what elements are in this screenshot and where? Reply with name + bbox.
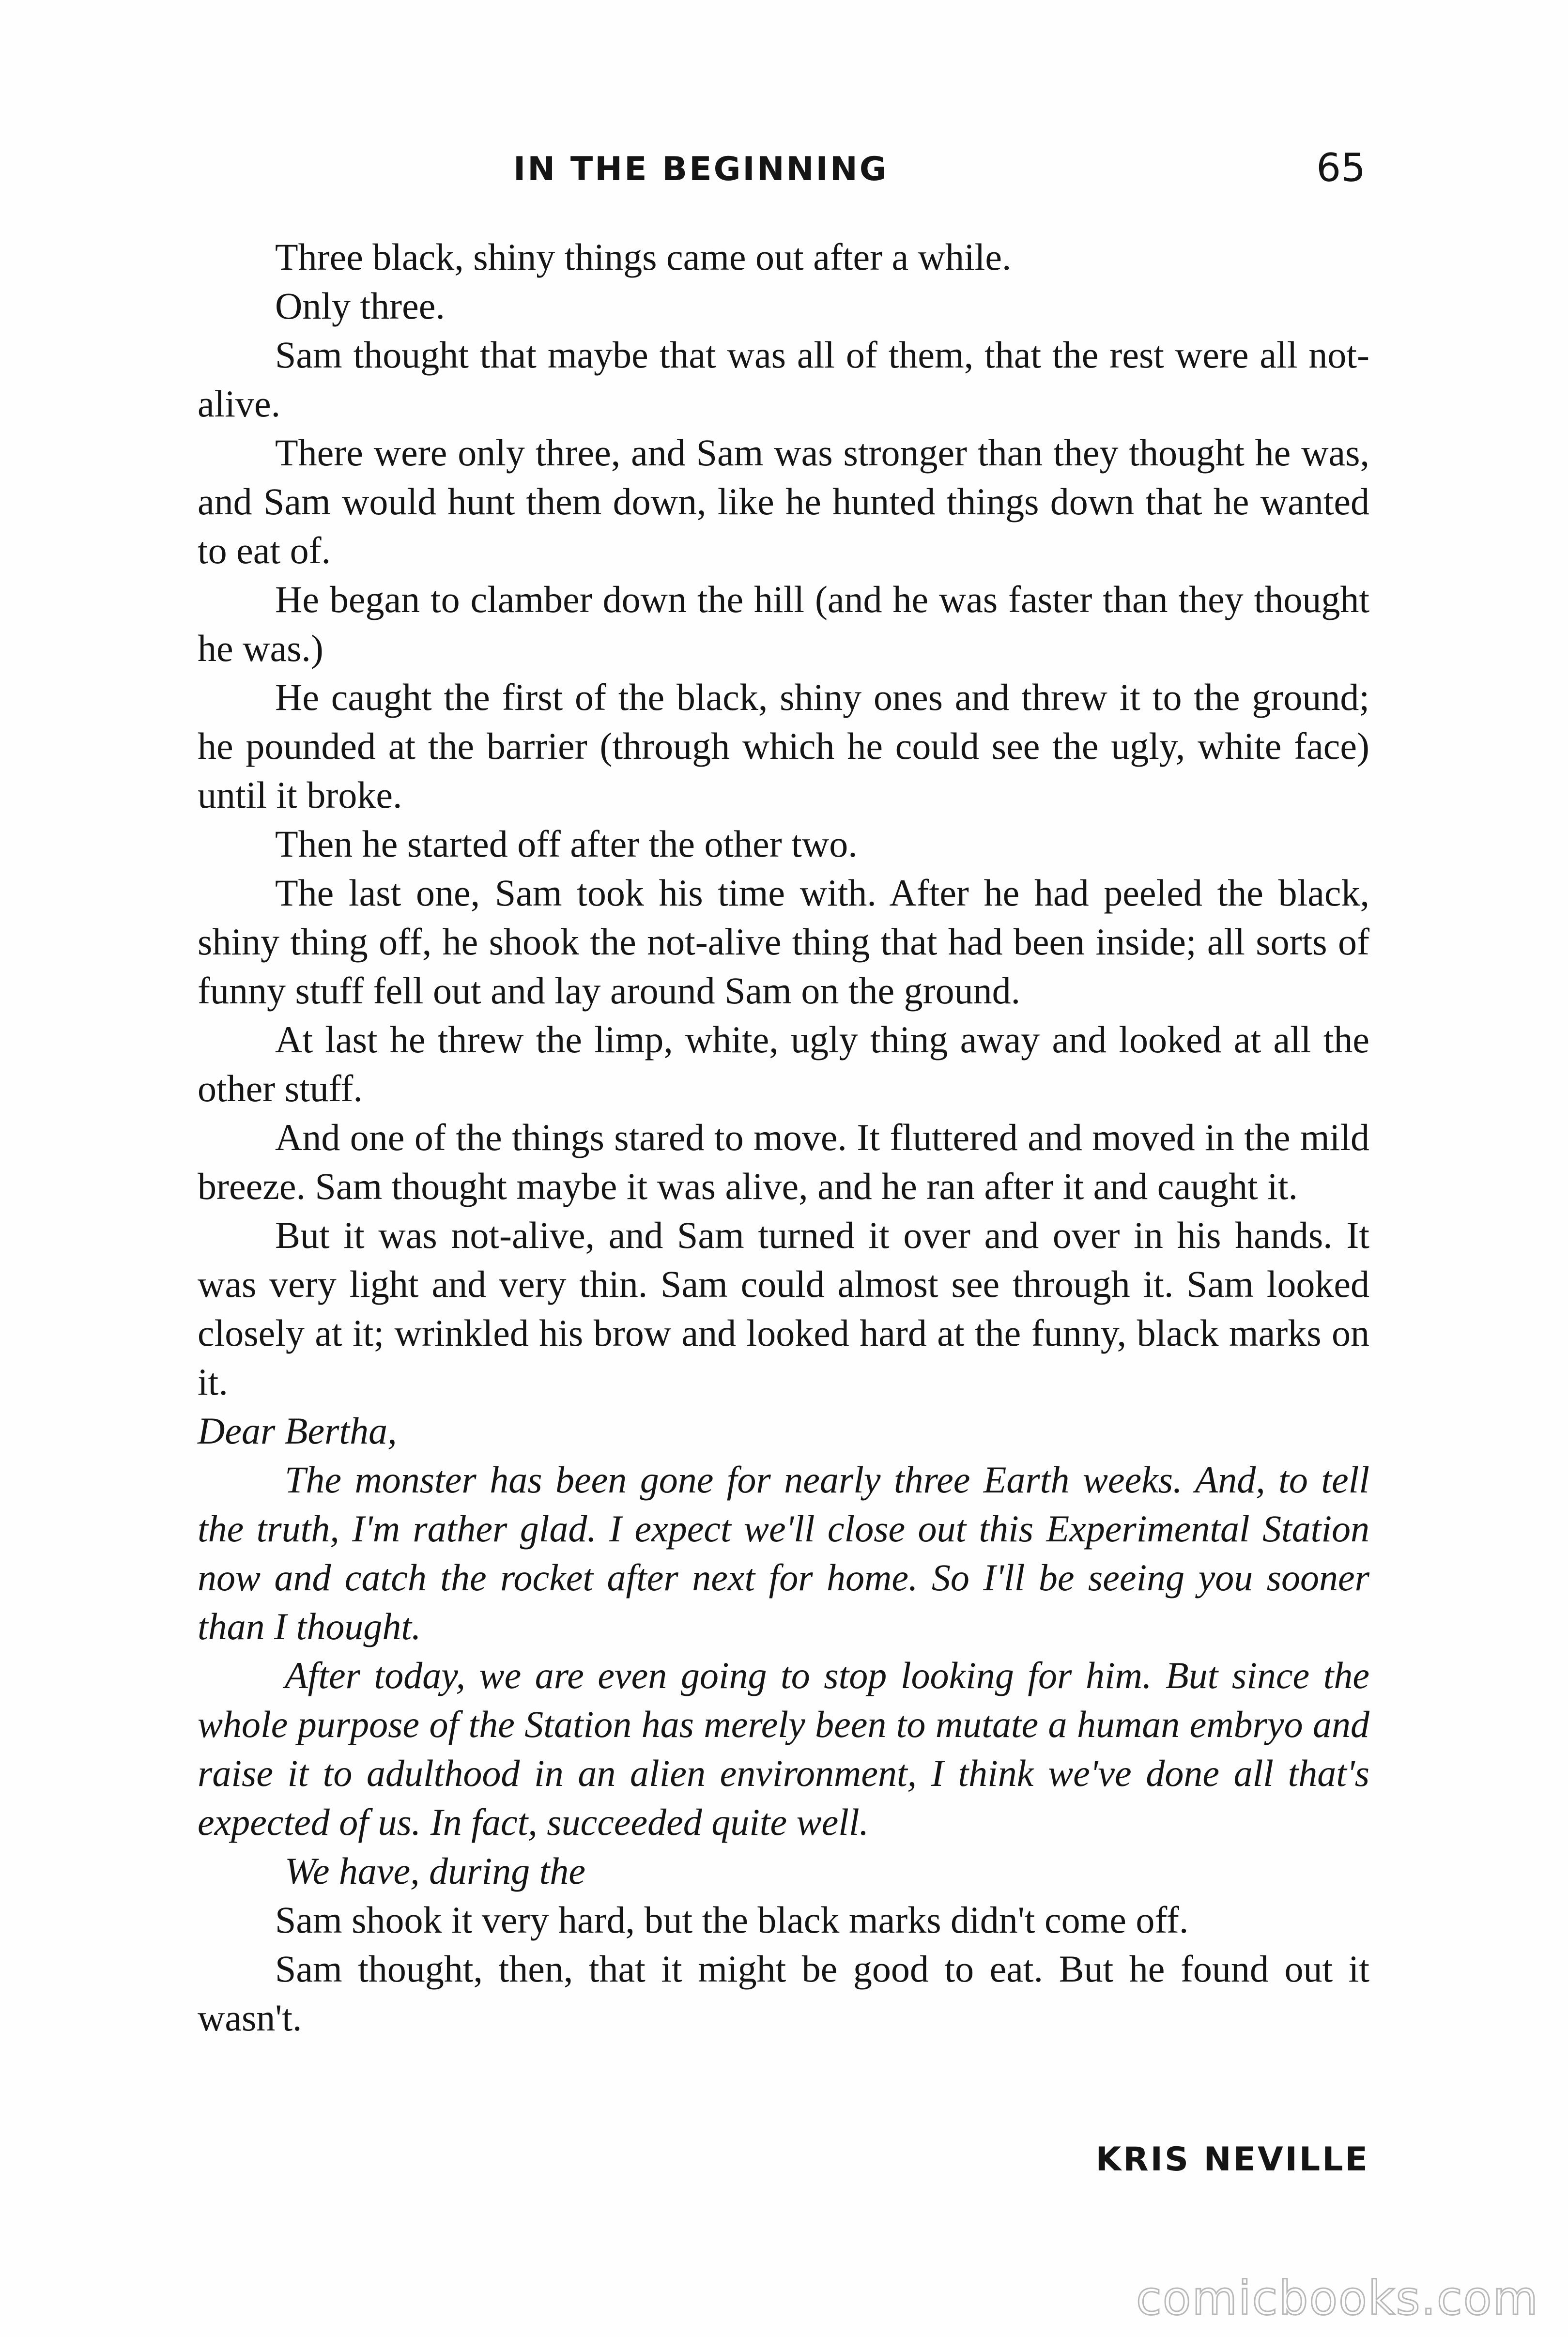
paragraph: Sam thought, then, that it might be good to eat. But he found out it wasn't. bbox=[198, 1948, 1369, 2039]
paragraph: Then he started off after the other two. bbox=[275, 823, 858, 865]
running-title: IN THE BEGINNING bbox=[513, 150, 889, 188]
watermark: comicbooks.com bbox=[1136, 2271, 1539, 2325]
paragraph: There were only three, and Sam was stronger than they thought he was, and Sam would hunt them down, like he hunted things down that he wanted to eat of. bbox=[198, 431, 1369, 571]
paragraph: Sam shook it very hard, but the black marks didn't come off. bbox=[275, 1899, 1189, 1941]
paragraph: And one of the things stared to move. It fluttered and moved in the mild breeze. Sam thought maybe it was alive, and he ran after it and caught it. bbox=[198, 1116, 1369, 1207]
letter-paragraph: The monster has been gone for nearly three Earth weeks. And, to tell the truth, I'm rather glad. I expect we'll close out this Experimental Station now and catch the rocket after next for home. So I'll be seeing you sooner than I thought. bbox=[198, 1459, 1369, 1647]
paragraph: Only three. bbox=[275, 285, 445, 327]
paragraph: He began to clamber down the hill (and he was faster than they thought he was.) bbox=[198, 578, 1369, 669]
paragraph: But it was not-alive, and Sam turned it over and over in his hands. It was very light and very thin. Sam could almost see through it. Sam looked closely at it; wrinkled his brow and looked hard at the funny, black marks on it. bbox=[198, 1214, 1369, 1403]
story-text bbox=[198, 232, 1369, 2042]
author-byline: KRIS NEVILLE bbox=[1095, 2140, 1369, 2179]
letter-paragraph: After today, we are even going to stop looking for him. But since the whole purpose of the Station has merely been to mutate a human embryo and raise it to adulthood in an alien environment, I think we've done all that's expected of us. In fact, succeeded quite well. bbox=[198, 1654, 1369, 1843]
paragraph: At last he threw the limp, white, ugly thing away and looked at all the other stuff. bbox=[198, 1018, 1369, 1109]
paragraph: He caught the first of the black, shiny ones and threw it to the ground; he pounded at the barrier (through which he could see the ugly, white face) until it broke. bbox=[198, 676, 1369, 816]
page-number: 65 bbox=[1316, 145, 1366, 190]
paragraph: The last one, Sam took his time with. After he had peeled the black, shiny thing off, he shook the not-alive thing that had been inside; all sorts of funny stuff fell out and lay around Sam on the ground. bbox=[198, 872, 1369, 1012]
letter-salutation: Dear Bertha, bbox=[198, 1410, 397, 1452]
paragraph: Three black, shiny things came out after a while. bbox=[275, 236, 1012, 278]
letter-paragraph: We have, during the bbox=[285, 1850, 585, 1892]
page-header bbox=[194, 145, 1366, 199]
paragraph: Sam thought that maybe that was all of them, that the rest were all not-alive. bbox=[198, 334, 1369, 425]
letter bbox=[198, 1406, 1369, 1895]
